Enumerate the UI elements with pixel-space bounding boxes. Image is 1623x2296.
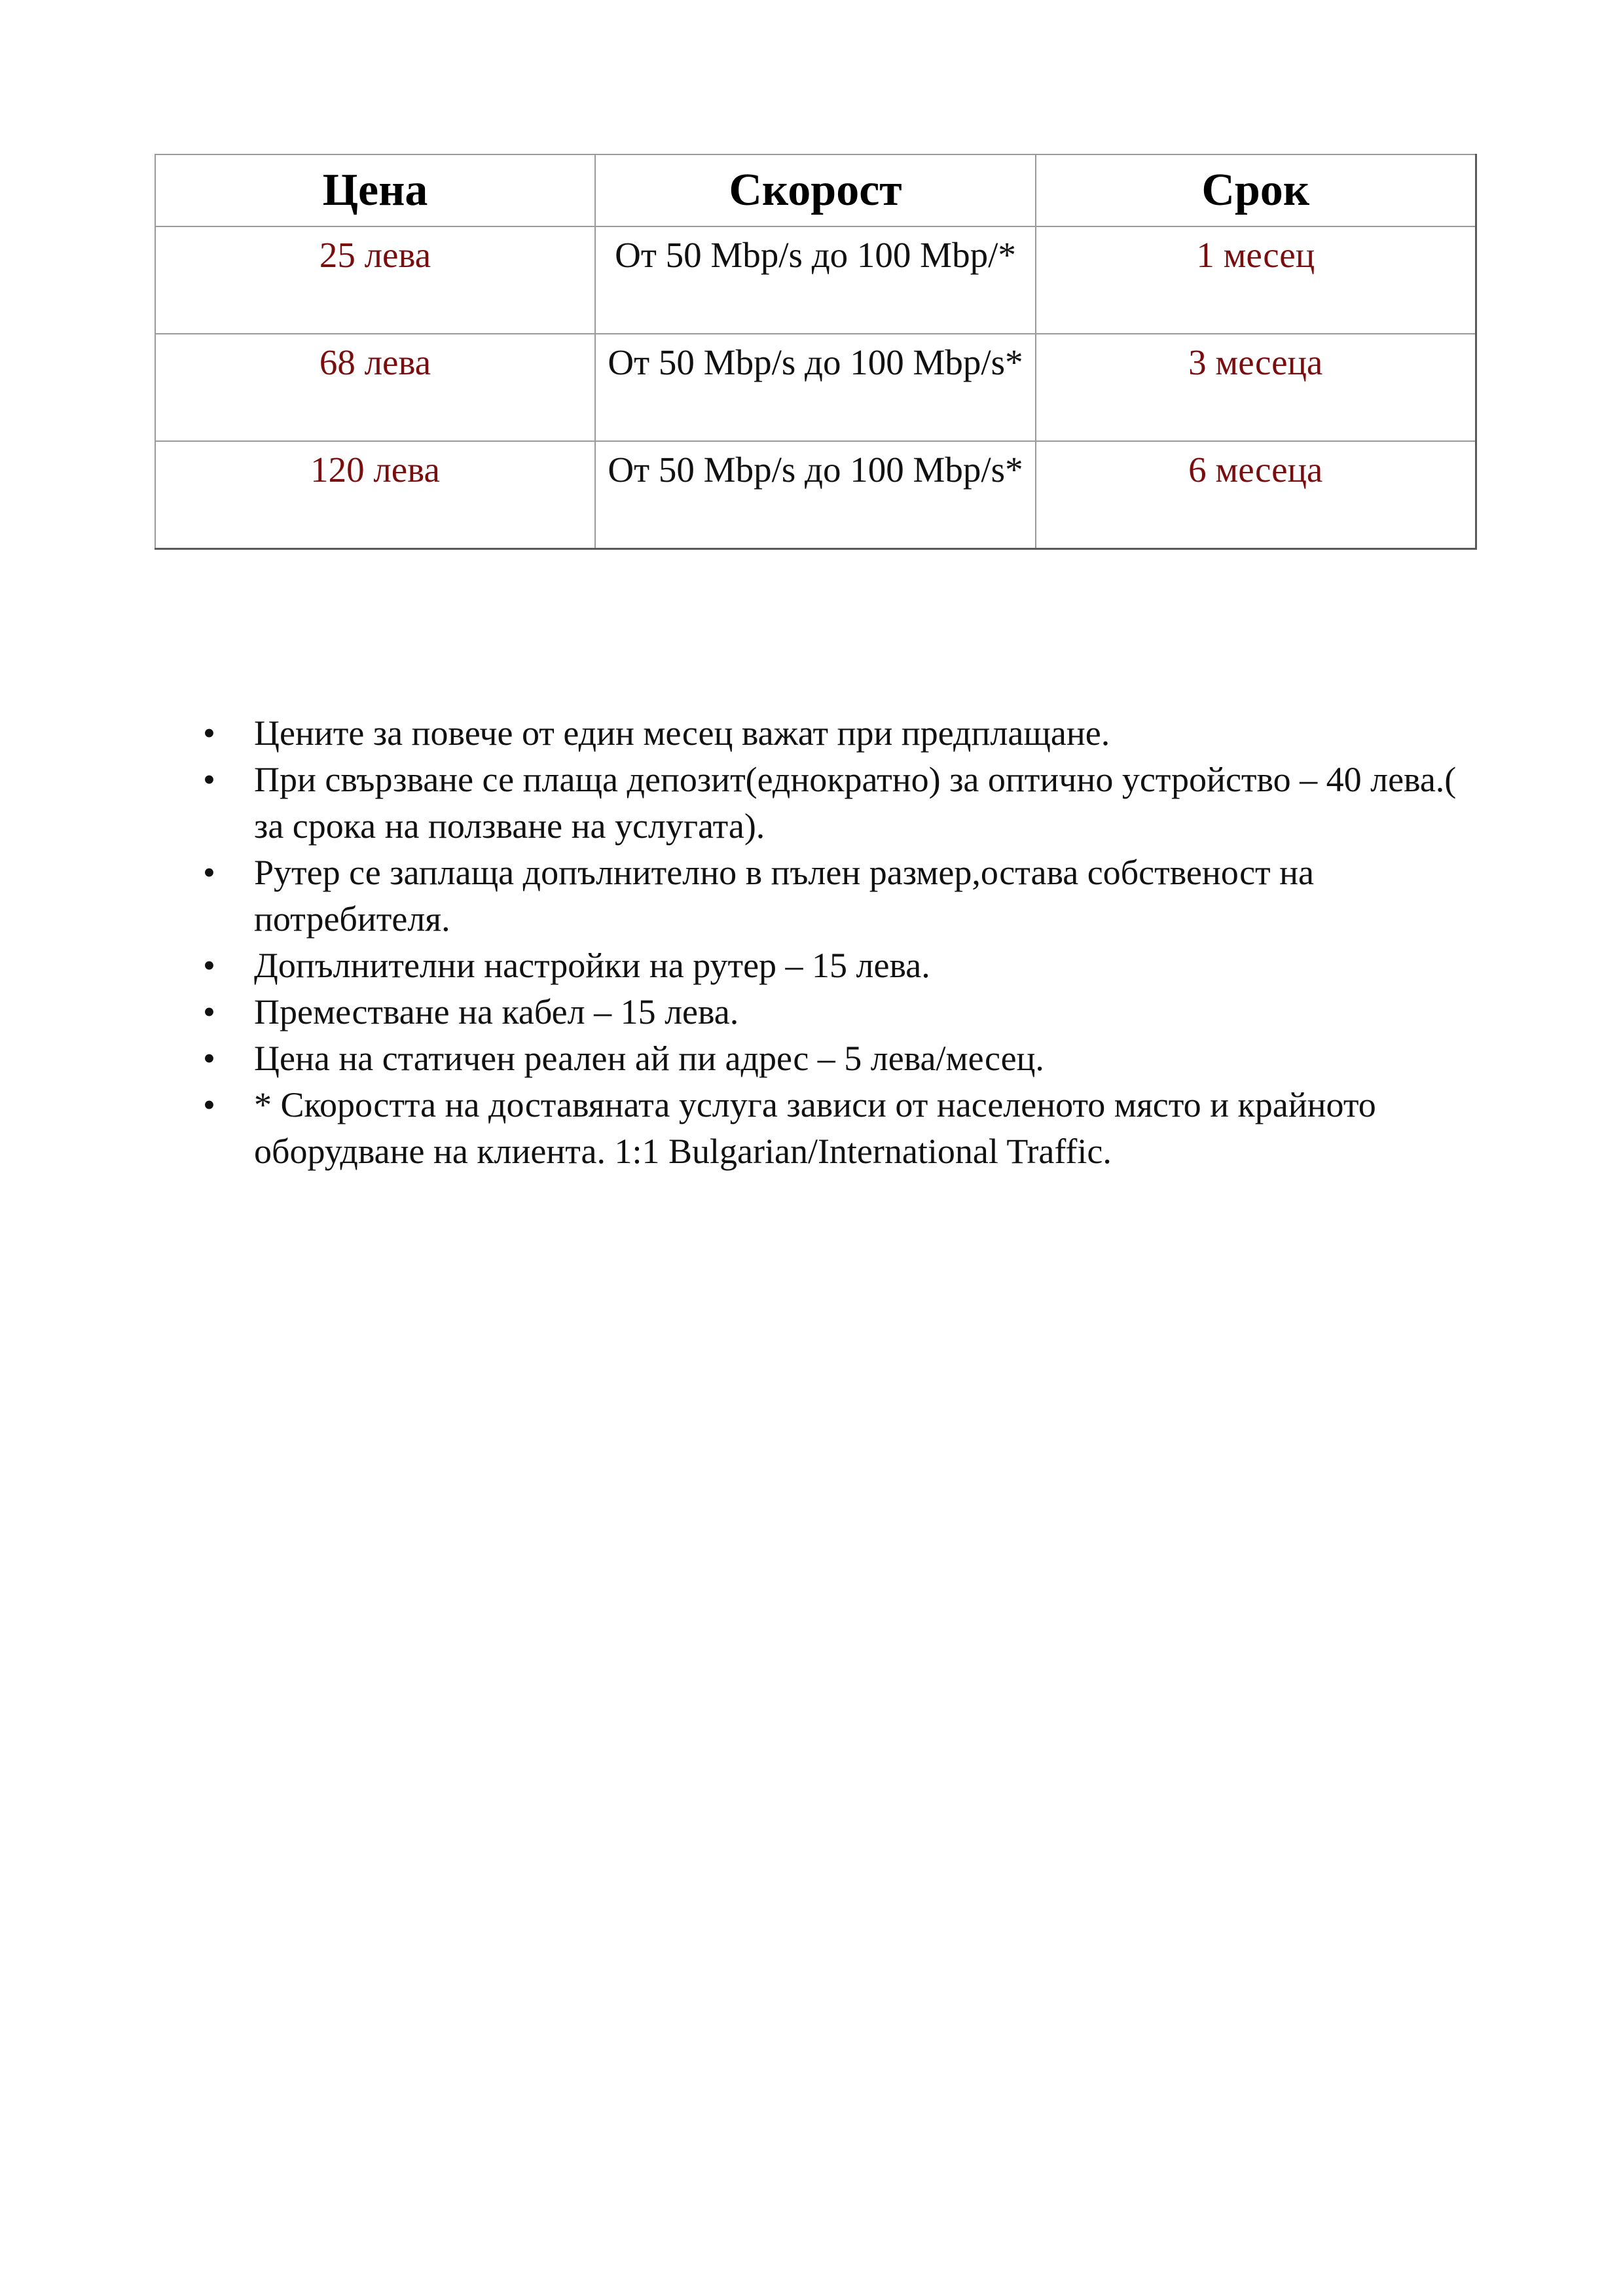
term-cell: 1 месец	[1036, 226, 1476, 334]
note-text: Преместване на кабел – 15 лева.	[254, 992, 739, 1031]
bullet-icon: •	[203, 713, 215, 753]
list-item	[196, 757, 1480, 850]
note-text: При свързване се плаща депозит(еднократно) за оптично устройство – 40 лева.( за срока на ползване на услугата).	[254, 760, 1457, 846]
note-text: Цените за повече от един месец важат при предплащане.	[254, 713, 1110, 753]
header-speed: Скорост	[595, 154, 1036, 226]
price-cell: 120 лева	[155, 441, 595, 548]
list-item	[196, 1035, 1480, 1082]
bullet-icon: •	[203, 1085, 215, 1124]
list-item	[196, 710, 1480, 757]
price-cell: 68 лева	[155, 334, 595, 441]
bullet-icon: •	[203, 760, 215, 799]
table-row	[155, 226, 1476, 334]
speed-cell: От 50 Mbp/s до 100 Mbp/s*	[595, 441, 1036, 548]
bullet-icon: •	[203, 1039, 215, 1078]
notes-list	[196, 710, 1480, 1175]
bullet-icon: •	[203, 946, 215, 985]
pricing-table	[155, 154, 1477, 550]
list-item	[196, 989, 1480, 1035]
price-cell: 25 лева	[155, 226, 595, 334]
header-price: Цена	[155, 154, 595, 226]
term-cell: 6 месеца	[1036, 441, 1476, 548]
bullet-icon: •	[203, 992, 215, 1031]
table-row	[155, 441, 1476, 548]
speed-cell: От 50 Mbp/s до 100 Mbp/s*	[595, 334, 1036, 441]
list-item	[196, 850, 1480, 942]
note-text: * Скоростта на доставяната услуга зависи от населеното място и крайното оборудване на клиента. 1:1 Bulgarian/International Traffic.	[254, 1085, 1376, 1171]
note-text: Цена на статичен реален ай пи адрес – 5 лева/месец.	[254, 1039, 1044, 1078]
note-text: Рутер се заплаща допълнително в пълен размер,остава собственост на потребителя.	[254, 853, 1315, 939]
header-term: Срок	[1036, 154, 1476, 226]
table-header-row	[155, 154, 1476, 226]
note-text: Допълнителни настройки на рутер – 15 лева.	[254, 946, 930, 985]
list-item	[196, 1082, 1480, 1175]
term-cell: 3 месеца	[1036, 334, 1476, 441]
table-row	[155, 334, 1476, 441]
speed-cell: От 50 Mbp/s до 100 Mbp/*	[595, 226, 1036, 334]
bullet-icon: •	[203, 853, 215, 892]
list-item	[196, 942, 1480, 989]
